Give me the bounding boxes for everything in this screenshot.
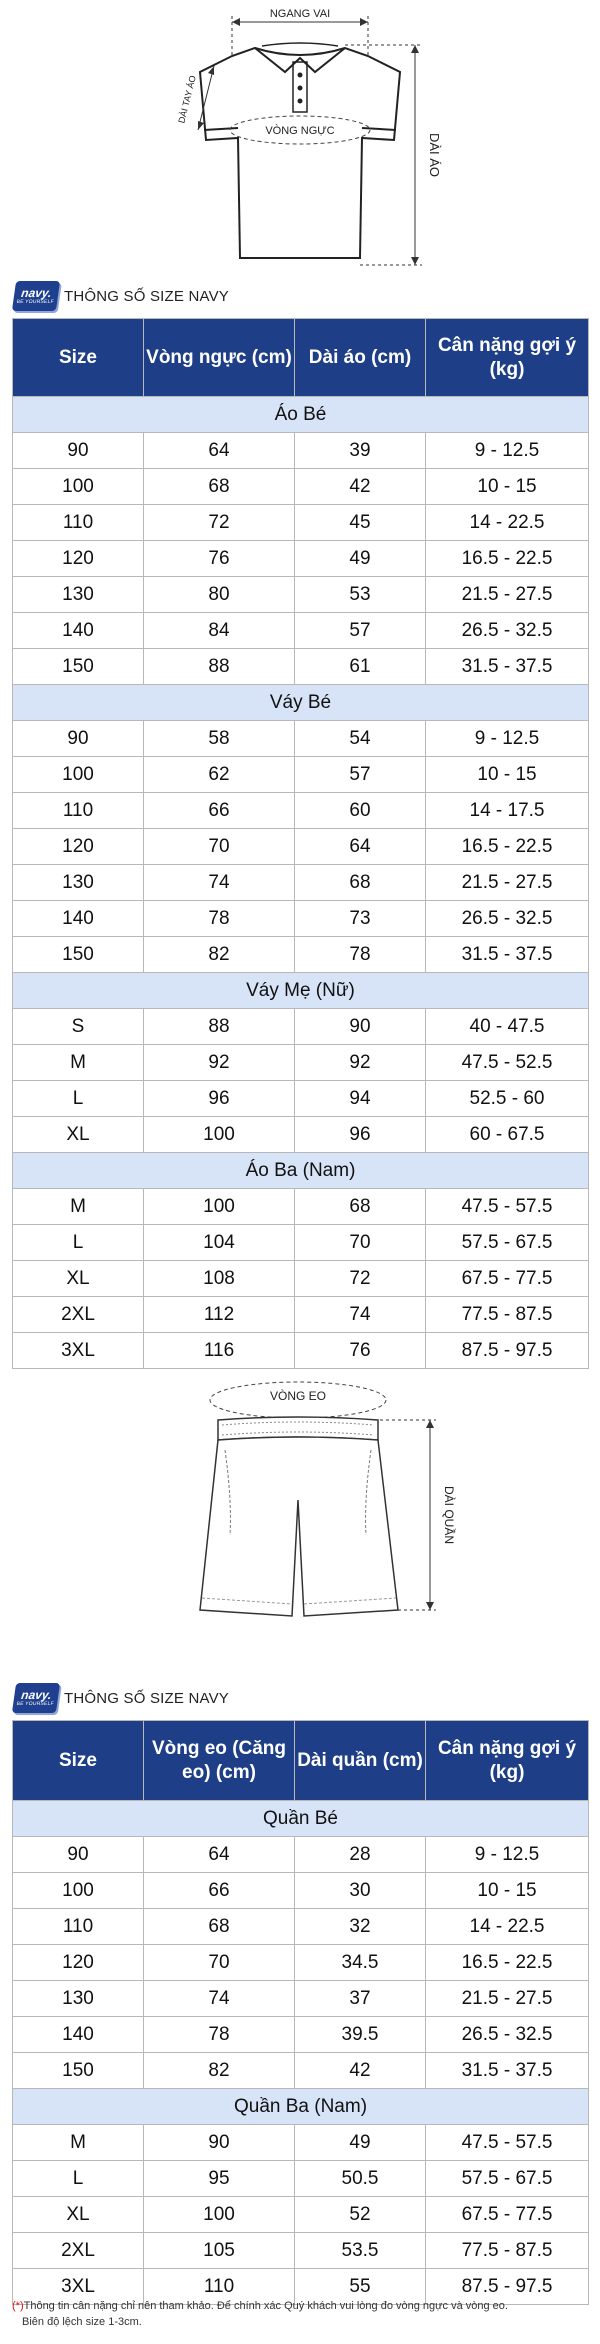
table-cell: 68	[295, 865, 426, 901]
table-cell: 72	[295, 1261, 426, 1297]
table-cell: 16.5 - 22.5	[426, 541, 589, 577]
table-cell: 120	[13, 541, 144, 577]
table-cell: 37	[295, 1981, 426, 2017]
table-cell: L	[13, 1225, 144, 1261]
table-cell: 52.5 - 60	[426, 1081, 589, 1117]
table-cell: 70	[144, 829, 295, 865]
table-cell: S	[13, 1009, 144, 1045]
section-title: Váy Bé	[13, 685, 589, 721]
table-cell: 47.5 - 57.5	[426, 1189, 589, 1225]
table-cell: 76	[295, 1333, 426, 1369]
table-cell: 82	[144, 2053, 295, 2089]
table-cell: 90	[144, 2125, 295, 2161]
section-title: Quần Ba (Nam)	[13, 2089, 589, 2125]
shirt-size-table	[12, 318, 589, 1369]
table-row	[13, 2161, 589, 2197]
table-cell: 64	[144, 1837, 295, 1873]
table-cell: 61	[295, 649, 426, 685]
table-cell: 77.5 - 87.5	[426, 1297, 589, 1333]
table-cell: 140	[13, 613, 144, 649]
table-row	[13, 937, 589, 973]
table-cell: 57.5 - 67.5	[426, 2161, 589, 2197]
brand-header	[14, 278, 229, 314]
table-cell: 10 - 15	[426, 1873, 589, 1909]
table-cell: 104	[144, 1225, 295, 1261]
table-cell: 150	[13, 2053, 144, 2089]
table-cell: 92	[295, 1045, 426, 1081]
table-cell: 90	[13, 433, 144, 469]
table-row	[13, 757, 589, 793]
table-row	[13, 1873, 589, 1909]
table-cell: 84	[144, 613, 295, 649]
column-header-length: Dài quần (cm)	[295, 1721, 426, 1801]
table-cell: 32	[295, 1909, 426, 1945]
table-row	[13, 2053, 589, 2089]
table-cell: 42	[295, 2053, 426, 2089]
table-cell: 3XL	[13, 1333, 144, 1369]
column-header-size: Size	[13, 1721, 144, 1801]
navy-logo: navy. BE YOURSELF	[12, 1683, 60, 1713]
table-cell: 28	[295, 1837, 426, 1873]
table-row	[13, 1117, 589, 1153]
table-cell: 108	[144, 1261, 295, 1297]
table-cell: 90	[13, 1837, 144, 1873]
table-cell: 31.5 - 37.5	[426, 2053, 589, 2089]
table-cell: 9 - 12.5	[426, 1837, 589, 1873]
table-cell: 47.5 - 57.5	[426, 2125, 589, 2161]
table-cell: 34.5	[295, 1945, 426, 1981]
table-row	[13, 865, 589, 901]
section-header-row	[13, 1801, 589, 1837]
table-cell: 45	[295, 505, 426, 541]
table-cell: M	[13, 1045, 144, 1081]
table-row	[13, 433, 589, 469]
length-label: DÀI ÁO	[427, 132, 442, 178]
table-cell: 42	[295, 469, 426, 505]
table-cell: M	[13, 1189, 144, 1225]
table-row	[13, 1333, 589, 1369]
table-cell: 140	[13, 901, 144, 937]
column-header-length: Dài áo (cm)	[295, 319, 426, 397]
table-cell: 14 - 17.5	[426, 793, 589, 829]
table-row	[13, 1981, 589, 2017]
table-row	[13, 2197, 589, 2233]
section-header-row	[13, 1153, 589, 1189]
table-cell: 110	[13, 1909, 144, 1945]
table-cell: 39	[295, 433, 426, 469]
table-cell: 16.5 - 22.5	[426, 1945, 589, 1981]
table-cell: 112	[144, 1297, 295, 1333]
table-cell: XL	[13, 1261, 144, 1297]
table-cell: 57.5 - 67.5	[426, 1225, 589, 1261]
table-row	[13, 829, 589, 865]
table-cell: 53.5	[295, 2233, 426, 2269]
table-row	[13, 649, 589, 685]
waist-label: VÒNG EO	[269, 1389, 327, 1403]
table-cell: 77.5 - 87.5	[426, 2233, 589, 2269]
table-cell: 100	[144, 1117, 295, 1153]
column-header-waist: Vòng eo (Căng eo) (cm)	[144, 1721, 295, 1801]
table-cell: 80	[144, 577, 295, 613]
footnote-line-2: Biên độ lệch size 1-3cm.	[22, 2316, 142, 2328]
table-cell: 31.5 - 37.5	[426, 937, 589, 973]
table-row	[13, 1081, 589, 1117]
table-cell: 21.5 - 27.5	[426, 865, 589, 901]
table-cell: 76	[144, 541, 295, 577]
table-cell: 52	[295, 2197, 426, 2233]
size-chart-title: THÔNG SỐ SIZE NAVY	[64, 287, 230, 305]
table-cell: 78	[144, 2017, 295, 2053]
table-cell: 96	[295, 1117, 426, 1153]
table-cell: 68	[295, 1189, 426, 1225]
table-cell: 70	[295, 1225, 426, 1261]
table-cell: 58	[144, 721, 295, 757]
table-cell: 26.5 - 32.5	[426, 901, 589, 937]
column-header-weight: Cân nặng gợi ý (kg)	[426, 1721, 589, 1801]
table-cell: 150	[13, 937, 144, 973]
table-row	[13, 1945, 589, 1981]
section-title: Áo Ba (Nam)	[13, 1153, 589, 1189]
table-cell: 54	[295, 721, 426, 757]
table-cell: 66	[144, 1873, 295, 1909]
table-cell: 92	[144, 1045, 295, 1081]
table-cell: 60	[295, 793, 426, 829]
table-cell: 26.5 - 32.5	[426, 613, 589, 649]
table-row	[13, 613, 589, 649]
table-cell: 150	[13, 649, 144, 685]
table-cell: 82	[144, 937, 295, 973]
section-title: Áo Bé	[13, 397, 589, 433]
table-row	[13, 1009, 589, 1045]
table-cell: 9 - 12.5	[426, 721, 589, 757]
shirt-measurement-diagram	[0, 0, 600, 290]
table-row	[13, 1261, 589, 1297]
brand-header-2	[14, 1680, 229, 1716]
table-row	[13, 1909, 589, 1945]
table-row	[13, 721, 589, 757]
table-cell: 53	[295, 577, 426, 613]
table-cell: 30	[295, 1873, 426, 1909]
table-cell: 67.5 - 77.5	[426, 2197, 589, 2233]
table-cell: 110	[13, 793, 144, 829]
footnote-line-1: Thông tin cân nặng chỉ nên tham khảo. Để chính xác Quý khách vui lòng đo vòng ngực và vòng eo.	[23, 2300, 508, 2312]
table-cell: 55	[295, 2269, 426, 2305]
shorts-size-table	[12, 1720, 589, 2305]
table-cell: 40 - 47.5	[426, 1009, 589, 1045]
navy-logo: navy. BE YOURSELF	[12, 281, 60, 311]
table-cell: 73	[295, 901, 426, 937]
table-cell: 100	[13, 757, 144, 793]
table-cell: 68	[144, 1909, 295, 1945]
table-cell: 78	[144, 901, 295, 937]
section-header-row	[13, 2089, 589, 2125]
table-cell: 67.5 - 77.5	[426, 1261, 589, 1297]
table-cell: 57	[295, 613, 426, 649]
table-cell: 130	[13, 865, 144, 901]
table-cell: 110	[144, 2269, 295, 2305]
column-header-size: Size	[13, 319, 144, 397]
table-cell: XL	[13, 1117, 144, 1153]
table-cell: 62	[144, 757, 295, 793]
chest-label: VÒNG NGỰC	[265, 125, 335, 137]
table-cell: 72	[144, 505, 295, 541]
shirt-table-body	[13, 397, 589, 1369]
table-row	[13, 2017, 589, 2053]
table-cell: 47.5 - 52.5	[426, 1045, 589, 1081]
table-cell: 110	[13, 505, 144, 541]
table-cell: 3XL	[13, 2269, 144, 2305]
table-cell: 94	[295, 1081, 426, 1117]
section-header-row	[13, 397, 589, 433]
table-row	[13, 505, 589, 541]
table-cell: 14 - 22.5	[426, 1909, 589, 1945]
table-cell: 49	[295, 2125, 426, 2161]
table-cell: 10 - 15	[426, 469, 589, 505]
table-cell: 74	[295, 1297, 426, 1333]
table-row	[13, 1837, 589, 1873]
table-cell: 31.5 - 37.5	[426, 649, 589, 685]
table-row	[13, 793, 589, 829]
table-cell: 66	[144, 793, 295, 829]
size-chart-title: THÔNG SỐ SIZE NAVY	[64, 1689, 230, 1707]
table-cell: 68	[144, 469, 295, 505]
table-cell: 70	[144, 1945, 295, 1981]
table-cell: 64	[295, 829, 426, 865]
table-cell: 90	[295, 1009, 426, 1045]
table-cell: 120	[13, 1945, 144, 1981]
table-cell: 96	[144, 1081, 295, 1117]
table-cell: 21.5 - 27.5	[426, 1981, 589, 2017]
table-cell: 16.5 - 22.5	[426, 829, 589, 865]
shorts-length-label: DÀI QUẦN	[442, 1485, 456, 1545]
table-cell: 95	[144, 2161, 295, 2197]
table-cell: 21.5 - 27.5	[426, 577, 589, 613]
table-cell: 100	[13, 1873, 144, 1909]
table-cell: 116	[144, 1333, 295, 1369]
table-cell: 100	[144, 2197, 295, 2233]
table-row	[13, 2233, 589, 2269]
table-cell: 60 - 67.5	[426, 1117, 589, 1153]
table-cell: XL	[13, 2197, 144, 2233]
footnote	[12, 2298, 592, 2330]
section-title: Váy Mẹ (Nữ)	[13, 973, 589, 1009]
sleeve-label: DÀI TAY ÁO	[176, 74, 198, 125]
table-row	[13, 1225, 589, 1261]
table-cell: 2XL	[13, 2233, 144, 2269]
table-cell: 50.5	[295, 2161, 426, 2197]
shorts-measurement-diagram	[0, 1370, 600, 1670]
table-cell: 90	[13, 721, 144, 757]
shoulder-label: NGANG VAI	[269, 8, 331, 20]
section-header-row	[13, 685, 589, 721]
table-cell: L	[13, 2161, 144, 2197]
table-cell: 9 - 12.5	[426, 433, 589, 469]
table-cell: 2XL	[13, 1297, 144, 1333]
table-row	[13, 1297, 589, 1333]
table-cell: 57	[295, 757, 426, 793]
section-title: Quần Bé	[13, 1801, 589, 1837]
table-cell: 87.5 - 97.5	[426, 2269, 589, 2305]
shorts-table-body	[13, 1801, 589, 2305]
table-cell: 87.5 - 97.5	[426, 1333, 589, 1369]
table-cell: 49	[295, 541, 426, 577]
section-header-row	[13, 973, 589, 1009]
footnote-marker: (*)	[12, 2300, 24, 2312]
table-cell: 88	[144, 1009, 295, 1045]
table-row	[13, 1045, 589, 1081]
table-cell: 78	[295, 937, 426, 973]
table-cell: 140	[13, 2017, 144, 2053]
table-cell: 130	[13, 577, 144, 613]
table-cell: 39.5	[295, 2017, 426, 2053]
table-cell: 130	[13, 1981, 144, 2017]
table-row	[13, 901, 589, 937]
table-cell: 10 - 15	[426, 757, 589, 793]
table-cell: 26.5 - 32.5	[426, 2017, 589, 2053]
column-header-weight: Cân nặng gợi ý (kg)	[426, 319, 589, 397]
table-cell: M	[13, 2125, 144, 2161]
table-cell: 105	[144, 2233, 295, 2269]
table-cell: 88	[144, 649, 295, 685]
table-cell: 74	[144, 865, 295, 901]
table-cell: 74	[144, 1981, 295, 2017]
table-cell: L	[13, 1081, 144, 1117]
table-row	[13, 541, 589, 577]
table-cell: 100	[13, 469, 144, 505]
column-header-chest: Vòng ngực (cm)	[144, 319, 295, 397]
table-cell: 120	[13, 829, 144, 865]
table-row	[13, 469, 589, 505]
table-cell: 64	[144, 433, 295, 469]
table-row	[13, 577, 589, 613]
table-cell: 14 - 22.5	[426, 505, 589, 541]
table-row	[13, 2125, 589, 2161]
table-row	[13, 1189, 589, 1225]
table-cell: 100	[144, 1189, 295, 1225]
